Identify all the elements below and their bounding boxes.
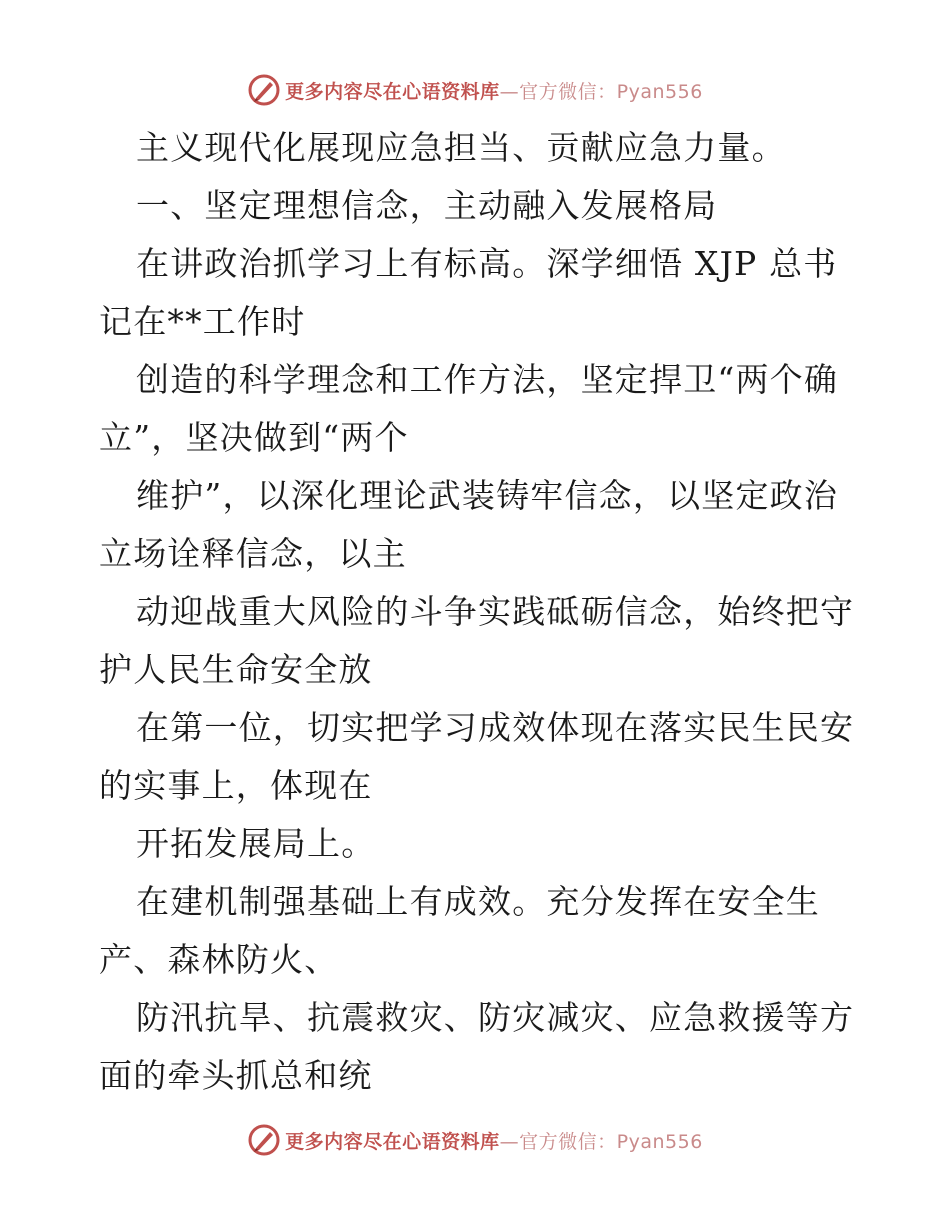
- section-heading: 一、坚定理想信念，主动融入发展格局: [136, 186, 718, 225]
- body-line: 动迎战重大风险的斗争实践砥砺信念，始终把守: [136, 592, 855, 631]
- body-line: 的实事上，体现在: [99, 766, 373, 805]
- body-line: 开拓发展局上。: [136, 824, 376, 863]
- body-line: 立”，坚决做到“两个: [99, 418, 409, 457]
- body-line: 维护”，以深化理论武装铸牢信念，以坚定政治: [136, 476, 839, 515]
- header-watermark-rest: —官方微信：Pyan556: [499, 80, 703, 103]
- body-line: 主义现代化展现应急担当、贡献应急力量。: [136, 128, 786, 167]
- body-line: 创造的科学理念和工作方法，坚定捍卫“两个确: [136, 360, 839, 399]
- body-line: 在第一位，切实把学习成效体现在落实民生民安: [136, 708, 855, 747]
- body-line: 在讲政治抓学习上有标高。深学细悟 XJP 总书: [136, 244, 838, 283]
- body-line: 记在**工作时: [99, 302, 306, 341]
- body-line: 产、森林防火、: [99, 940, 339, 979]
- footer-watermark: [0, 1120, 950, 1160]
- body-line: 面的牵头抓总和统: [99, 1056, 373, 1095]
- pen-logo-icon: [247, 73, 281, 107]
- body-line: 立场诠释信念，以主: [99, 534, 407, 573]
- pen-logo-icon: [247, 1123, 281, 1157]
- header-watermark: [0, 70, 950, 110]
- footer-watermark-main: 更多内容尽在心语资料库: [285, 1130, 500, 1153]
- footer-watermark-text: [285, 1127, 703, 1154]
- header-watermark-main: 更多内容尽在心语资料库: [285, 80, 500, 103]
- footer-watermark-rest: —官方微信：Pyan556: [499, 1130, 703, 1153]
- header-watermark-text: [285, 77, 703, 104]
- body-line: 护人民生命安全放: [99, 650, 373, 689]
- body-line: 在建机制强基础上有成效。充分发挥在安全生: [136, 882, 820, 921]
- body-line: 防汛抗旱、抗震救灾、防灾减灾、应急救援等方: [136, 998, 855, 1037]
